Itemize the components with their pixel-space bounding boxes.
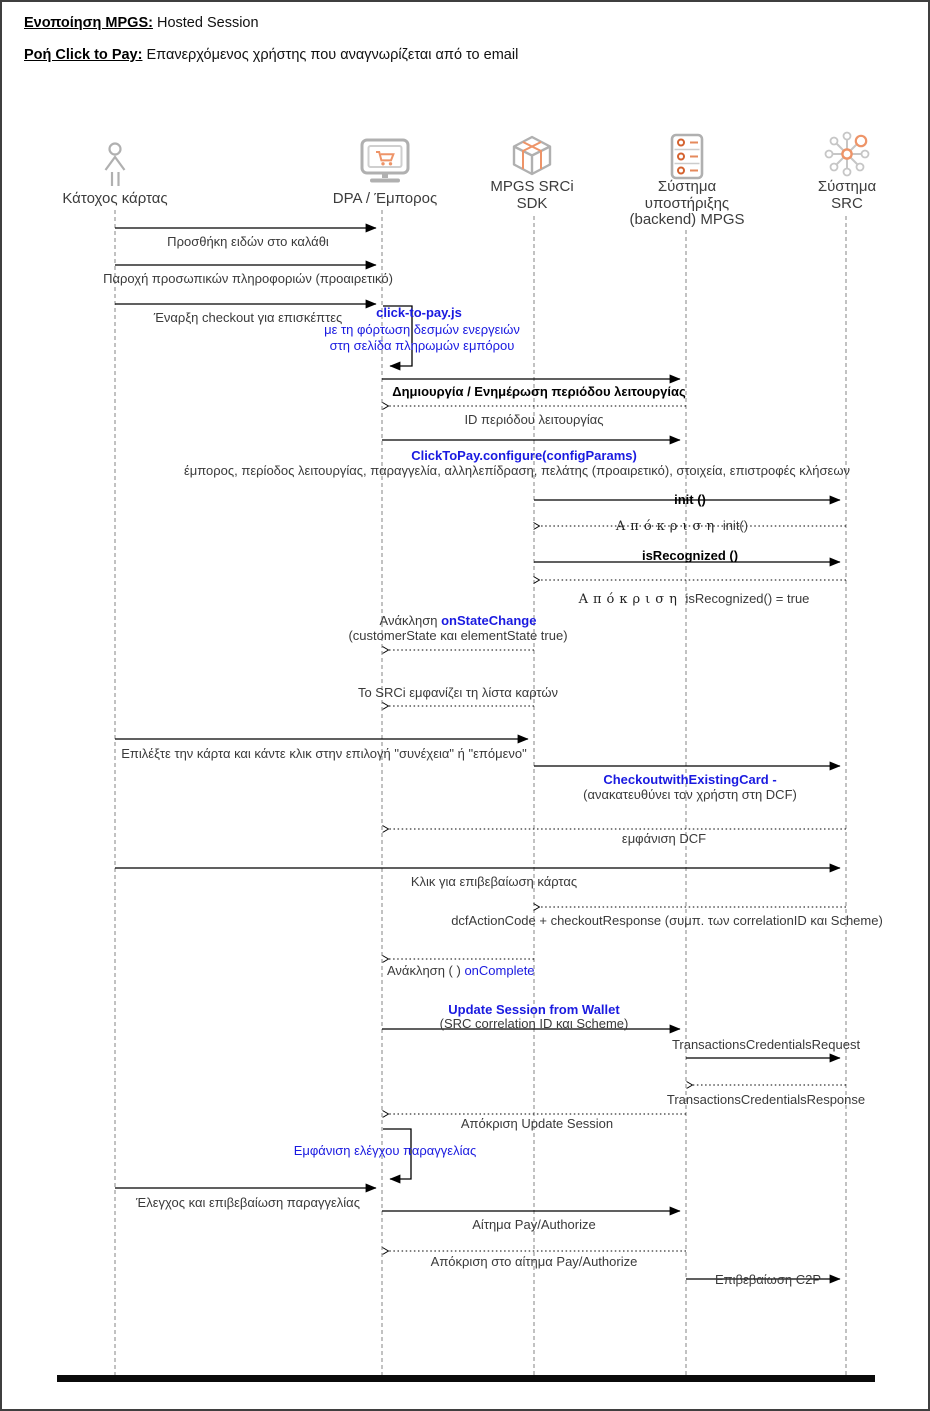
message-label-oncomplete <box>387 963 535 978</box>
person-icon <box>106 144 125 187</box>
message-label-is-recognized: isRecognized () <box>641 548 739 563</box>
message-label-show-dcf: εμφάνιση DCF <box>621 831 707 846</box>
message-label-ctp-js-sub2: στη σελίδα πληρωμών εμπόρου <box>329 338 515 353</box>
message-label-transactions-credentials-request: TransactionsCredentialsRequest <box>671 1037 861 1052</box>
onstatechange-prefix: Ανάκληση <box>379 613 442 628</box>
message-label-checkout-existing-card: CheckoutwithExistingCard - <box>603 772 777 787</box>
message-label-init: init () <box>674 492 706 507</box>
message-label-create-update-session: Δημιουργία / Ενημέρωση περιόδου λειτουργίας <box>392 384 686 399</box>
message-label-configure: ClickToPay.configure(configParams) <box>411 448 637 463</box>
message-label-start-guest-checkout: Έναρξη checkout για επισκέπτες <box>153 310 343 325</box>
message-label-update-session-wallet-sub: (SRC correlation ID και Scheme) <box>439 1016 629 1031</box>
actor-label-cardholder <box>62 191 167 208</box>
monitor-cart-icon <box>362 140 408 181</box>
diagram-subtitle-label: Ροή Click to Pay: <box>24 47 143 63</box>
is-recognized-response-word: Απόκριση <box>578 592 682 607</box>
message-label-session-id: ID περιόδου λειτουργίας <box>464 412 604 427</box>
actor-cardholder-name: Κάτοχος κάρτας <box>62 190 168 207</box>
actor-label-mpgs-srci-sdk <box>490 179 573 212</box>
actor-backend-name-line1: Σύστημα <box>657 178 717 195</box>
message-label-show-order-review: Εμφάνιση ελέγχου παραγγελίας <box>293 1143 477 1158</box>
actor-src-name-line2: SRC <box>831 194 863 212</box>
actor-label-mpgs-backend <box>629 179 744 229</box>
message-label-dcf-action-code: dcfActionCode + checkoutResponse (συμπ. των correlationID και Scheme) <box>451 913 883 928</box>
message-label-select-card: Επιλέξτε την κάρτα και κάντε κλικ στην επιλογή "συνέχεια" ή "επόμενο" <box>121 746 527 761</box>
package-icon <box>514 137 550 174</box>
message-label-checkout-existing-card-sub: (ανακατευθύνει τον χρήστη στη DCF) <box>583 787 797 802</box>
message-label-onstatechange-sub: (customerState και elementState true) <box>348 628 568 643</box>
message-label-c2p-confirmation: Επιβεβαίωση C2P <box>715 1272 821 1287</box>
message-label-is-recognized-response <box>579 591 810 607</box>
message-label-click-confirm-card: Κλικ για επιβεβαίωση κάρτας <box>410 874 578 889</box>
message-label-add-items: Προσθήκη ειδών στο καλάθι <box>167 234 329 249</box>
message-label-transactions-credentials-response: TransactionsCredentialsResponse <box>666 1092 866 1107</box>
message-label-click-to-pay-js: click-to-pay.js <box>376 305 462 320</box>
actor-label-dpa-merchant <box>333 191 437 208</box>
message-label-configure-params: έμπορος, περίοδος λειτουργίας, παραγγελία, αλληλεπίδραση, πελάτης (προαιρετικό), στοιχεία, επιστροφές κλήσεων <box>183 463 851 478</box>
network-icon <box>826 133 869 176</box>
diagram-bottom-bar <box>57 1375 875 1382</box>
actor-sdk-name-line1: MPGS SRCi <box>490 178 574 195</box>
oncomplete-prefix: Ανάκληση ( ) <box>387 963 465 978</box>
oncomplete-name: onComplete <box>464 963 535 978</box>
actor-sdk-name-line2: SDK <box>516 194 548 212</box>
actor-backend-name-line2: υποστήριξης <box>644 194 730 212</box>
actor-backend-name-line3: (backend) MPGS <box>629 211 745 228</box>
message-label-init-response <box>616 518 748 534</box>
message-label-srci-shows-cards: Το SRCi εμφανίζει τη λίστα καρτών <box>357 685 559 700</box>
message-label-review-confirm-order: Έλεγχος και επιβεβαίωση παραγγελίας <box>136 1195 360 1210</box>
init-response-word: Απόκριση <box>615 519 720 534</box>
actor-dpa-name: DPA / Έμπορος <box>332 190 438 207</box>
message-label-ctp-js-sub1: με τη φόρτωση δεσμών ενεργειών <box>324 322 520 337</box>
message-label-pay-authorize-response: Απόκριση στο αίτημα Pay/Authorize <box>430 1254 638 1269</box>
actor-src-name-line1: Σύστημα <box>817 178 877 195</box>
message-label-update-session-wallet: Update Session from Wallet <box>448 1002 620 1017</box>
message-label-onstatechange <box>380 613 537 628</box>
is-recognized-response-rest: isRecognized() = true <box>681 591 810 606</box>
actor-label-src-system <box>818 179 876 212</box>
diagram-title-value: Hosted Session <box>152 15 259 31</box>
onstatechange-name: onStateChange <box>441 613 537 628</box>
init-response-rest: init() <box>719 518 749 533</box>
message-label-update-session-response: Απόκριση Update Session <box>460 1116 614 1131</box>
server-list-icon <box>672 135 702 178</box>
message-label-pay-authorize-request: Αίτημα Pay/Authorize <box>472 1217 596 1232</box>
diagram-subtitle-value: Επανερχόμενος χρήστης που αναγνωρίζεται από το email <box>142 47 519 63</box>
message-label-provide-personal-info: Παροχή προσωπικών πληροφοριών (προαιρετικό) <box>103 271 393 286</box>
diagram-title-label: Ενοποίηση MPGS: <box>24 15 153 31</box>
